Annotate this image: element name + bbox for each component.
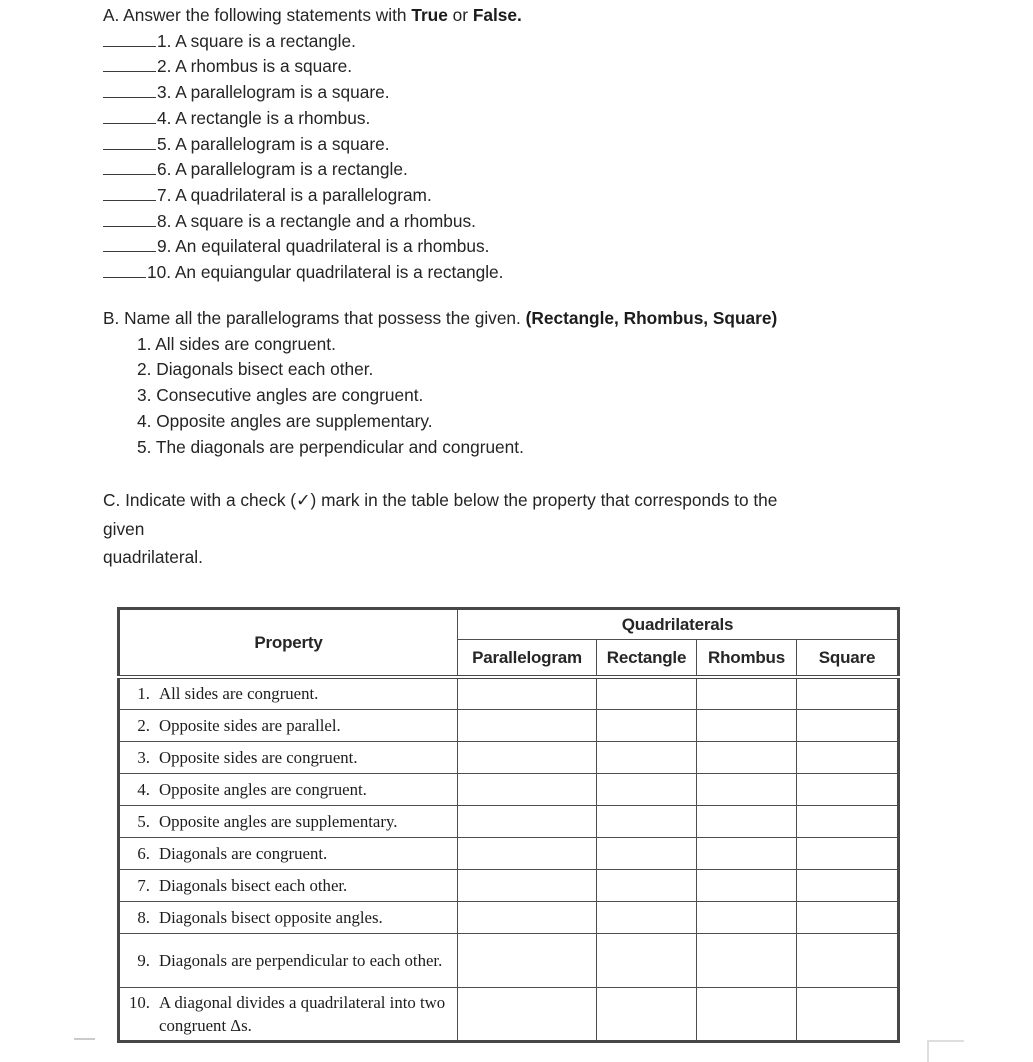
row-number: 8.: [137, 907, 150, 927]
check-cell: [697, 741, 797, 773]
row-property-text: Diagonals bisect each other.: [159, 875, 348, 895]
row-property-text: Opposite sides are parallel.: [159, 715, 341, 735]
quadrilaterals-group-header: Quadrilaterals: [458, 609, 899, 640]
check-cell: [597, 773, 697, 805]
item-number: 5.: [137, 436, 152, 457]
answer-blank: [103, 161, 156, 175]
check-cell: [597, 837, 697, 869]
row-property-text: Opposite angles are supplementary.: [159, 811, 398, 831]
table-row: [119, 987, 899, 1041]
check-cell: [697, 773, 797, 805]
item-number: 3.: [157, 82, 172, 103]
statement-item: [103, 132, 522, 158]
item-number: 10.: [147, 262, 172, 283]
check-cell: [697, 933, 797, 987]
row-number: 10.: [129, 992, 150, 1012]
item-number: 4.: [137, 410, 152, 431]
answer-blank: [103, 238, 156, 252]
crop-mark-bottom-right: [927, 1040, 964, 1062]
quadrilaterals-table: [117, 607, 900, 1043]
item-text: Diagonals bisect each other.: [156, 359, 374, 380]
table-row: [119, 837, 899, 869]
section-c-line2: given: [103, 518, 145, 539]
table-header-row: [119, 609, 899, 640]
check-cell: [458, 837, 597, 869]
check-cell: [597, 869, 697, 901]
table-row: [119, 869, 899, 901]
item-text: A parallelogram is a square.: [175, 133, 390, 154]
item-number: 8.: [157, 210, 172, 231]
table-row: [119, 709, 899, 741]
item-text: The diagonals are perpendicular and congruent.: [155, 436, 524, 457]
item-number: 6.: [157, 159, 172, 180]
check-cell: [458, 869, 597, 901]
row-property-text: Diagonals are perpendicular to each other.: [159, 950, 443, 970]
item-text: An equiangular quadrilateral is a rectangle.: [174, 262, 504, 283]
check-cell: [458, 677, 597, 709]
row-number: 7.: [137, 875, 150, 895]
list-item: [103, 435, 777, 461]
statement-item: [103, 157, 522, 183]
answer-blank: [103, 187, 156, 201]
table-row: [119, 933, 899, 987]
item-number: 3.: [137, 385, 152, 406]
true-word: True: [411, 5, 448, 25]
check-cell: [697, 805, 797, 837]
answer-blank: [103, 84, 156, 98]
statement-item: [103, 183, 522, 209]
check-cell: [597, 709, 697, 741]
check-cell: [458, 741, 597, 773]
item-text: A quadrilateral is a parallelogram.: [175, 184, 432, 205]
check-cell: [458, 987, 597, 1041]
check-cell: [797, 773, 899, 805]
item-text: A square is a rectangle.: [175, 30, 356, 51]
check-cell: [697, 677, 797, 709]
item-text: An equilateral quadrilateral is a rhombus.: [175, 236, 490, 257]
check-cell: [797, 933, 899, 987]
check-cell: [597, 987, 697, 1041]
check-cell: [697, 987, 797, 1041]
row-number: 9.: [137, 950, 150, 970]
list-item: [103, 357, 777, 383]
row-property-text: Opposite angles are congruent.: [159, 779, 367, 799]
table-row: [119, 677, 899, 709]
list-item: [103, 409, 777, 435]
answer-blank: [103, 110, 156, 124]
section-b-heading: [103, 306, 777, 332]
check-cell: [597, 933, 697, 987]
property-header: Property: [119, 609, 458, 678]
row-number: 1.: [137, 684, 150, 704]
section-a-heading: [103, 3, 522, 29]
item-number: 2.: [137, 359, 152, 380]
list-item: [103, 332, 777, 358]
statement-item: [103, 29, 522, 55]
row-property-text: Diagonals bisect opposite angles.: [159, 907, 383, 927]
item-number: 7.: [157, 184, 172, 205]
section-c-line1: C. Indicate with a check (✓) mark in the table below the property that corresponds to the: [103, 490, 778, 510]
row-number: 5.: [137, 811, 150, 831]
column-header-square: Square: [797, 640, 899, 678]
item-text: A parallelogram is a rectangle.: [175, 159, 408, 180]
statement-item: [103, 106, 522, 132]
answer-blank: [103, 58, 156, 72]
section-a: [103, 3, 522, 286]
table-row: [119, 741, 899, 773]
table-row: [119, 773, 899, 805]
check-cell: [597, 901, 697, 933]
check-cell: [797, 677, 899, 709]
item-number: 9.: [157, 236, 172, 257]
section-b-heading-text: B. Name all the parallelograms that possess the given.: [103, 308, 521, 328]
section-b-options: (Rectangle, Rhombus, Square): [525, 308, 778, 328]
item-number: 1.: [137, 333, 152, 354]
section-c-line3: quadrilateral.: [103, 547, 203, 568]
table-row: [119, 805, 899, 837]
statement-item: [103, 54, 522, 80]
check-cell: [458, 933, 597, 987]
column-header-parallelogram: Parallelogram: [458, 640, 597, 678]
column-header-rhombus: Rhombus: [697, 640, 797, 678]
statement-item: [103, 234, 522, 260]
check-cell: [458, 901, 597, 933]
check-cell: [597, 805, 697, 837]
column-header-rectangle: Rectangle: [597, 640, 697, 678]
check-cell: [697, 837, 797, 869]
item-number: 5.: [157, 133, 172, 154]
statement-item: [103, 260, 522, 286]
check-cell: [458, 773, 597, 805]
row-property-text: Diagonals are congruent.: [159, 843, 328, 863]
answer-blank: [103, 136, 156, 150]
section-b: [103, 306, 777, 460]
item-text: A rectangle is a rhombus.: [175, 107, 371, 128]
check-cell: [597, 741, 697, 773]
answer-blank: [103, 213, 156, 227]
row-number: 4.: [137, 779, 150, 799]
item-text: A rhombus is a square.: [175, 56, 353, 77]
row-number: 3.: [137, 747, 150, 767]
list-item: [103, 383, 777, 409]
row-number: 2.: [137, 715, 150, 735]
check-cell: [697, 709, 797, 741]
item-text: A square is a rectangle and a rhombus.: [175, 210, 476, 231]
check-cell: [797, 901, 899, 933]
item-number: 4.: [157, 107, 172, 128]
check-cell: [797, 741, 899, 773]
check-cell: [797, 837, 899, 869]
item-number: 1.: [157, 30, 172, 51]
item-text: Consecutive angles are congruent.: [156, 385, 424, 406]
row-property-text: Opposite sides are congruent.: [159, 747, 358, 767]
check-cell: [797, 805, 899, 837]
check-cell: [797, 709, 899, 741]
item-text: A parallelogram is a square.: [175, 82, 390, 103]
crop-mark-bottom-left: [74, 1038, 95, 1040]
section-c: [103, 486, 777, 572]
check-cell: [458, 805, 597, 837]
check-cell: [597, 677, 697, 709]
check-cell: [797, 869, 899, 901]
answer-blank: [103, 264, 146, 278]
check-cell: [797, 987, 899, 1041]
or-word: or: [452, 5, 469, 25]
row-property-text: All sides are congruent.: [159, 684, 319, 704]
check-cell: [458, 709, 597, 741]
statement-item: [103, 80, 522, 106]
answer-blank: [103, 33, 156, 47]
row-number: 6.: [137, 843, 150, 863]
row-property-text: A diagonal divides a quadrilateral into two congruent Δs.: [159, 992, 446, 1035]
section-a-heading-text: A. Answer the following statements with: [103, 5, 407, 25]
statement-item: [103, 209, 522, 235]
item-text: All sides are congruent.: [155, 333, 336, 354]
check-cell: [697, 901, 797, 933]
item-text: Opposite angles are supplementary.: [156, 410, 433, 431]
table-row: [119, 901, 899, 933]
check-cell: [697, 869, 797, 901]
false-word: False.: [472, 5, 522, 25]
item-number: 2.: [157, 56, 172, 77]
